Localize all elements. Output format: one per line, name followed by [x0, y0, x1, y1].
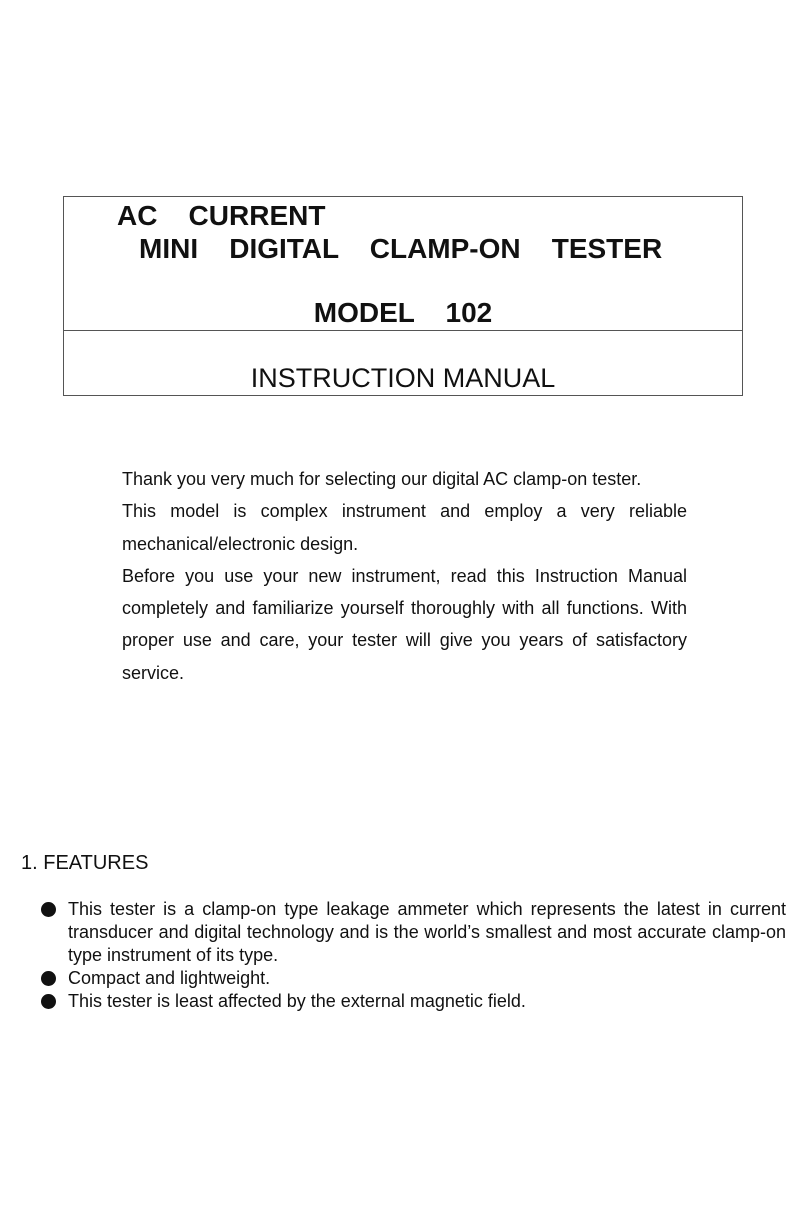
feature-text: This tester is least affected by the external magnetic field.	[68, 991, 526, 1011]
bullet-icon	[41, 994, 56, 1009]
title-line-model: MODEL 102	[313, 297, 493, 328]
title-line-ac-current: AC CURRENT	[117, 200, 326, 231]
feature-item	[40, 990, 786, 1013]
manual-title: INSTRUCTION MANUAL	[250, 363, 556, 393]
intro-paragraph-2: This model is complex instrument and employ a very reliable mechanical/electronic design.	[122, 501, 687, 554]
title-top-section	[64, 197, 742, 331]
bullet-icon	[41, 902, 56, 917]
feature-text: Compact and lightweight.	[68, 968, 271, 988]
title-line-product: MINI DIGITAL CLAMP-ON TESTER	[139, 233, 663, 264]
intro-text	[122, 463, 687, 689]
bullet-icon	[41, 971, 56, 986]
title-box	[63, 196, 743, 396]
intro-paragraph-3: Before you use your new instrument, read this Instruction Manual completely and familiarize yourself thoroughly with all functions. With proper use and care, your tester will give you years of satisfactory service.	[122, 565, 687, 683]
features-heading: 1. FEATURES	[21, 852, 149, 874]
feature-item	[40, 967, 786, 990]
features-list	[40, 898, 786, 1013]
feature-item	[40, 898, 786, 967]
feature-text: This tester is a clamp-on type leakage ammeter which represents the latest in current transducer and digital technology and is the world’s smallest and most accurate clamp-on type instrument of its type.	[68, 899, 786, 965]
intro-paragraph-1: Thank you very much for selecting our digital AC clamp-on tester.	[122, 469, 642, 489]
